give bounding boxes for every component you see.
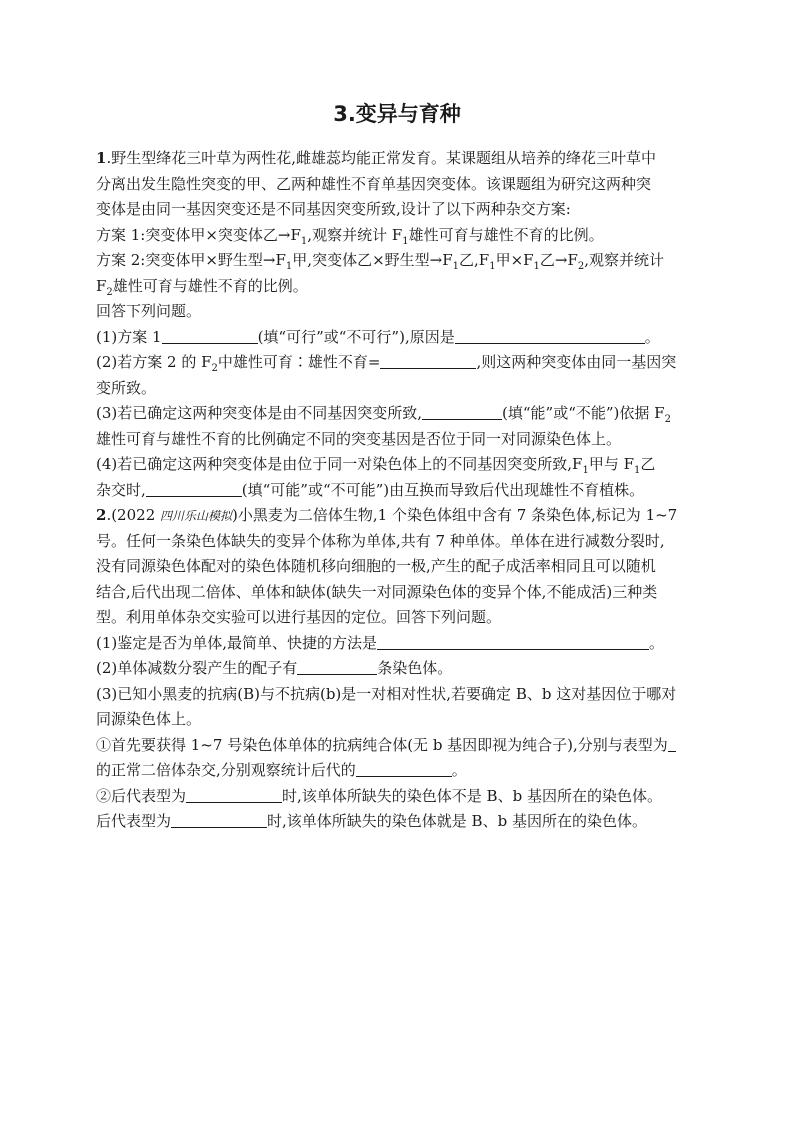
q2-sub3-1-cont: 的正常二倍体杂交,分别观察统计后代的 。 <box>96 761 467 779</box>
q1-plan2: 方案 2:突变体甲×野生型$\to F_1$甲,突变体乙×野生型$\to F_1$乙$,F_1$甲$\times F_1$乙$\to F_2$,观察并统计 <box>96 251 665 272</box>
q2-source: 四川乐山模拟 <box>160 509 233 523</box>
q1-plan1: 方案 1:突变体甲×突变体乙$\to F_1$,观察并统计 $F_1$雄性可育与雄性不育的比例。 <box>96 225 604 247</box>
answer-blank[interactable] <box>146 480 242 497</box>
q1-stem-line: 分离出发生隐性突变的甲、乙两种雄性不育单基因突变体。该课题组为研究这两种突 <box>96 174 652 193</box>
answer-blank[interactable] <box>377 633 649 650</box>
q1-sub1: (1)方案 1 (填“可行”或“不可行”),原因是 。 <box>96 327 660 346</box>
answer-blank[interactable] <box>356 760 452 777</box>
q2-number: 2 <box>96 506 107 524</box>
q2-sub3-cont: 同源染色体上。 <box>96 710 202 728</box>
q2-sub3-2: ②后代表型为 时,该单体所缺失的染色体不是 B、b 基因所在的染色体。 <box>96 786 662 805</box>
q2-stem-line: 没有同源染色体配对的染色体随机移向细胞的一极,产生的配子成活率相同且可以随机 <box>96 557 656 575</box>
q1-sub3-cont: 雄性可育与雄性不育的比例确定不同的突变基因是否位于同一对同源染色体上。 <box>96 429 622 448</box>
q1-stem-line: 变体是由同一基因突变还是不同基因突变所致,设计了以下两种杂交方案: <box>96 200 571 218</box>
answer-blank[interactable] <box>455 327 645 344</box>
page-title: 3.变异与育种 <box>333 102 461 126</box>
q1-stem-line <box>96 146 700 172</box>
answer-blank[interactable] <box>297 658 377 675</box>
q1-sub2-cont: 变所致。 <box>96 378 157 397</box>
q2-stem-line: 型。利用单体杂交实验可以进行基因的定位。回答下列问题。 <box>96 608 502 626</box>
document-body <box>96 146 700 835</box>
q1-sub4-cont: 杂交时, (填“可能”或“不可能”)由互换而导致后代出现雄性不育植株。 <box>96 480 645 499</box>
answer-blank[interactable] <box>380 352 476 369</box>
q2-sub3: (3)已知小黑麦的抗病(B)与不抗病(b)是一对相对性状,若要确定 B、b 这对基因位于哪对 <box>96 684 677 703</box>
q2-stem-line: 号。任何一条染色体缺失的变异个体称为单体,共有 7 种单体。单体在进行减数分裂时, <box>96 531 665 550</box>
q2-sub3-3: 后代表型为 时,该单体所缺失的染色体就是 B、b 基因所在的染色体。 <box>96 812 647 830</box>
answer-blank[interactable] <box>186 786 282 803</box>
answer-blank[interactable] <box>422 403 502 420</box>
q1-stem-text: .野生型绛花三叶草为两性花,雌雄蕊均能正常发育。某课题组从培养的绛花三叶草中 <box>106 149 656 167</box>
q1-sub4: (4)若已确定这两种突变体是由位于同一对染色体上的不同基因突变所致$,F_1$甲与 $F_1$乙 <box>96 455 656 476</box>
q1-plan2-cont: $F_2$雄性可育与雄性不育的比例。 <box>96 276 308 298</box>
q2-sub1: (1)鉴定是否为单体,最简单、快捷的方法是 。 <box>96 633 665 652</box>
q1-sub2: (2)若方案 2 的 $F_2$中雄性可育∶雄性不育= ,则这两种突变体由同一基因突 <box>96 353 677 374</box>
answer-blank[interactable] <box>162 327 258 344</box>
q2-sub3-1: ①首先要获得 1~7 号染色体单体的抗病纯合体(无 b 基因即视为纯合子),分别与表型为 <box>96 733 700 759</box>
answer-blank[interactable] <box>668 735 676 752</box>
q2-sub2: (2)单体减数分裂产生的配子有 条染色体。 <box>96 659 453 677</box>
q2-stem-line: 2.(2022 四川乐山模拟)小黑麦为二倍体生物,1 个染色体组中含有 7 条染色体,标记为 1~7 <box>96 506 678 524</box>
q2-stem-line: 结合,后代出现二倍体、单体和缺体(缺失一对同源染色体的变异个体,不能成活)三种类 <box>96 582 658 601</box>
q1-answer-prompt: 回答下列问题。 <box>96 302 202 320</box>
q1-number: 1 <box>96 149 107 167</box>
answer-blank[interactable] <box>171 811 267 828</box>
q1-sub3: (3)若已确定这两种突变体是由不同基因突变所致, (填“能”或“不能”)依据 $F_2$ <box>96 404 671 425</box>
